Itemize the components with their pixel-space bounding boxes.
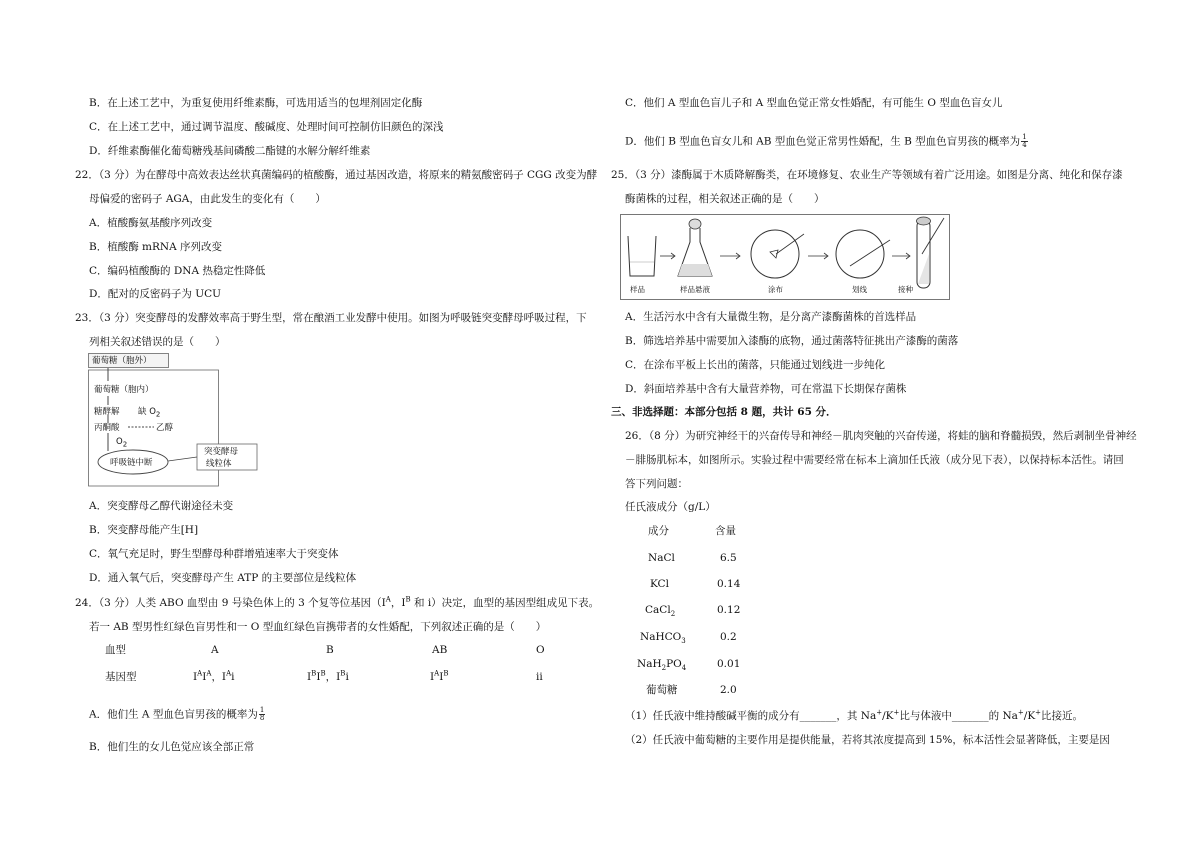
lack-o2-label — [138, 405, 160, 417]
ringer-row-2-name: CaCl$_2$ — [645, 604, 676, 619]
ringer-row-1-name: KCl — [650, 578, 669, 590]
streak-plate-icon — [836, 230, 884, 278]
glucose-out-label: 葡萄糖（胞外） — [92, 356, 152, 366]
label-inoculation: 接种 — [898, 285, 913, 294]
q24-option-a — [89, 707, 265, 722]
q24-sup-a: A — [385, 595, 391, 604]
ringer-table-title: 任氏液成分（g/L） — [625, 501, 716, 513]
q24-stem-line2: 若一 AB 型男性红绿色盲男性和一 O 型血红绿色盲携带者的女性婚配，下列叙述正确的是（ ） — [89, 621, 547, 633]
ringer-row-3-value: 0.2 — [720, 631, 737, 643]
q24-option-d-fraction — [1021, 134, 1027, 149]
mutant-label-2: 线粒体 — [206, 459, 232, 469]
q25-option-a: A．生活污水中含有大量微生物，是分离产漆酶菌株的首选样品 — [625, 311, 917, 323]
slant-medium — [918, 254, 929, 284]
ringer-row-5-value: 2.0 — [720, 684, 737, 696]
section-3-heading: 三、非选择题：本部分包括 8 题，共计 65 分． — [611, 406, 837, 418]
q22-option-b: B．植酸酶 mRNA 序列改变 — [89, 241, 223, 253]
beaker-icon — [628, 236, 656, 276]
glycolysis-label: 糖酵解 — [94, 407, 120, 417]
lack-o2-sub: 2 — [155, 410, 161, 419]
pointer-line — [168, 457, 197, 461]
fraction-numerator: 1 — [259, 706, 265, 714]
mutant-label-1: 突变酵母 — [204, 447, 239, 457]
ringer-row-0-name: NaCl — [648, 552, 675, 564]
q24-sup-b: B — [405, 595, 411, 604]
q24-option-b: B．他们生的女儿色觉应该全部正常 — [89, 741, 255, 753]
ringer-row-3-name: NaHCO$_3$ — [640, 631, 686, 646]
ringer-table-col-component: 成分 — [648, 525, 669, 537]
q24-option-a-text: A．他们生 A 型血色盲男孩的概率为 — [89, 708, 258, 721]
blood-table-genotype-o: ii — [536, 671, 543, 683]
q26-stem-line1: 26．（8 分）为研究神经干的兴奋传导和神经－肌肉突触的兴奋传递，将蛙的脑和脊髓损毁，然后剥制坐骨神经 — [625, 430, 1137, 442]
q23-option-c: C．氧气充足时，野生型酵母种群增殖速率大于突变体 — [89, 548, 339, 560]
label-streaking: 划线 — [852, 285, 867, 294]
q22-option-a: A．植酸酶氨基酸序列改变 — [89, 217, 213, 229]
ringer-row-4-value: 0.01 — [717, 658, 741, 670]
label-sample: 样品 — [630, 285, 645, 294]
q26-sub-question-2: （2）任氏液中葡萄糖的主要作用是提供能量，若将其浓度提高到 15%，标本活性会显著降低，主要是因 — [625, 734, 1110, 746]
q25-option-d: D．斜面培养基中含有大量营养物，可在常温下长期保存菌株 — [625, 383, 907, 395]
q26-sub-question-1: （1）任氏液中维持酸碱平衡的成分有_______，其 Na+/K+比与体液中_______的 Na+/K+比接近。 — [625, 708, 1084, 722]
fraction-numerator: 1 — [1022, 133, 1027, 141]
ringer-row-2-value: 0.12 — [717, 604, 741, 616]
q24-option-d — [625, 134, 1028, 149]
blood-table-genotype-a: $I^AI^A$，$I^Ai$ — [193, 669, 235, 683]
q24-option-d-text: D．他们 B 型血色盲女儿和 AB 型血色觉正常男性婚配，生 B 型血色盲男孩的概率为 — [625, 135, 1021, 148]
q26-stem-line2: －腓肠肌标本，如图所示。实验过程中需要经常在标本上滴加任氏液（成分见下表），以保持标本活性。请回 — [625, 454, 1124, 466]
q24-option-a-fraction — [259, 707, 265, 722]
flask-stopper — [689, 219, 701, 229]
q25-option-c: C．在涂布平板上长出的菌落，只能通过划线进一步纯化 — [625, 359, 886, 371]
fraction-denominator: 8 — [259, 714, 265, 722]
q21-option-c: C．在上述工艺中，通过调节温度、酸碱度、处理时间可控制仿旧颜色的深浅 — [89, 121, 444, 133]
spreader-tip — [770, 250, 778, 258]
q23-stem-line1: 23．（3 分）突变酵母的发酵效率高于野生型，常在酿酒工业发酵中使用。如图为呼吸链突变酵母呼吸过程，下 — [75, 312, 587, 324]
ringer-row-5-name: 葡萄糖 — [646, 684, 678, 696]
glucose-in-label: 葡萄糖（胞内） — [94, 385, 154, 395]
q24-stem-line1 — [75, 596, 599, 610]
pyruvate-label: 丙酮酸 — [94, 423, 120, 433]
q24-stem-part2: ，I — [390, 597, 406, 609]
o2-label — [116, 437, 127, 447]
flask-liquid — [678, 264, 712, 276]
q25-option-b: B．筛选培养基中需要加入漆酶的底物，通过菌落特征挑出产漆酶的菌落 — [625, 335, 959, 347]
blood-table-row-label: 基因型 — [105, 671, 137, 683]
ringer-row-0-value: 6.5 — [720, 552, 737, 564]
q23-option-d: D．通入氧气后，突变酵母产生 ATP 的主要部位是线粒体 — [89, 572, 357, 584]
blood-table-genotype-b: $I^BI^B$，$I^Bi$ — [307, 669, 349, 683]
q22-option-c: C．编码植酸酶的 DNA 热稳定性降低 — [89, 265, 266, 277]
blood-table-header-4: O — [536, 644, 545, 656]
q21-option-b: B．在上述工艺中，为重复使用纤维素酶，可选用适当的包埋剂固定化酶 — [89, 97, 423, 109]
blood-table-header-0: 血型 — [105, 644, 126, 656]
ethanol-label: 乙醇 — [156, 423, 174, 433]
respiration-diagram — [88, 353, 258, 488]
ringer-table-col-amount: 含量 — [715, 525, 736, 537]
q23-stem-line2: 列相关叙述错误的是（ ） — [89, 336, 226, 348]
blood-table-header-1: A — [211, 644, 219, 656]
q25-stem-line2: 酶菌株的过程，相关叙述正确的是（ ） — [625, 193, 825, 205]
o2-sub: 2 — [122, 440, 128, 449]
lab-process-diagram — [620, 214, 950, 300]
lack-o2-text: 缺 O — [138, 407, 156, 417]
blood-table-genotype-ab: $I^AI^B$ — [430, 669, 449, 683]
q22-stem-line1: 22．（3 分）为在酵母中高效表达丝状真菌编码的植酸酶，通过基因改造，将原来的精氨酸密码子 CGG 改变为酵 — [75, 169, 598, 181]
label-suspension: 样品悬液 — [680, 285, 710, 294]
q24-option-c: C．他们 A 型血色盲儿子和 A 型血色觉正常女性婚配，有可能生 O 型血色盲女儿 — [625, 97, 1003, 109]
q24-stem-part1: 24．（3 分）人类 ABO 血型由 9 号染色体上的 3 个复等位基因（I — [75, 597, 386, 609]
ringer-row-4-name: $NaH_2PO_4$ — [637, 658, 687, 673]
q23-option-a: A．突变酵母乙醇代谢途径未变 — [89, 500, 234, 512]
q22-stem-line2: 母偏爱的密码子 AGA，由此发生的变化有（ ） — [89, 193, 326, 205]
o2-text: O — [116, 437, 123, 447]
q23-option-b: B．突变酵母能产生[H] — [89, 524, 199, 536]
label-spreading: 涂布 — [768, 285, 783, 294]
q26-stem-line3: 答下列问题： — [625, 478, 688, 490]
tube-cap — [917, 217, 931, 225]
q25-stem-line1: 25．（3 分）漆酶属于木质降解酶类，在环境修复、农业生产等领域有着广泛用途。如图是分离、纯化和保存漆 — [611, 169, 1123, 181]
q24-stem-part3: 和 i）决定，血型的基因型组成见下表。 — [410, 597, 600, 609]
q21-option-d: D．纤维素酶催化葡萄糖残基间磷酸二酯键的水解分解纤维素 — [89, 145, 371, 157]
q22-option-d: D．配对的反密码子为 UCU — [89, 288, 221, 300]
spread-plate-icon — [751, 230, 799, 278]
ringer-row-1-value: 0.14 — [717, 578, 741, 590]
chain-break-label: 呼吸链中断 — [110, 458, 153, 468]
fraction-denominator: 4 — [1022, 141, 1027, 149]
spreader-handle — [776, 234, 804, 254]
blood-table-header-3: AB — [432, 644, 448, 656]
blood-table-header-2: B — [326, 644, 334, 656]
